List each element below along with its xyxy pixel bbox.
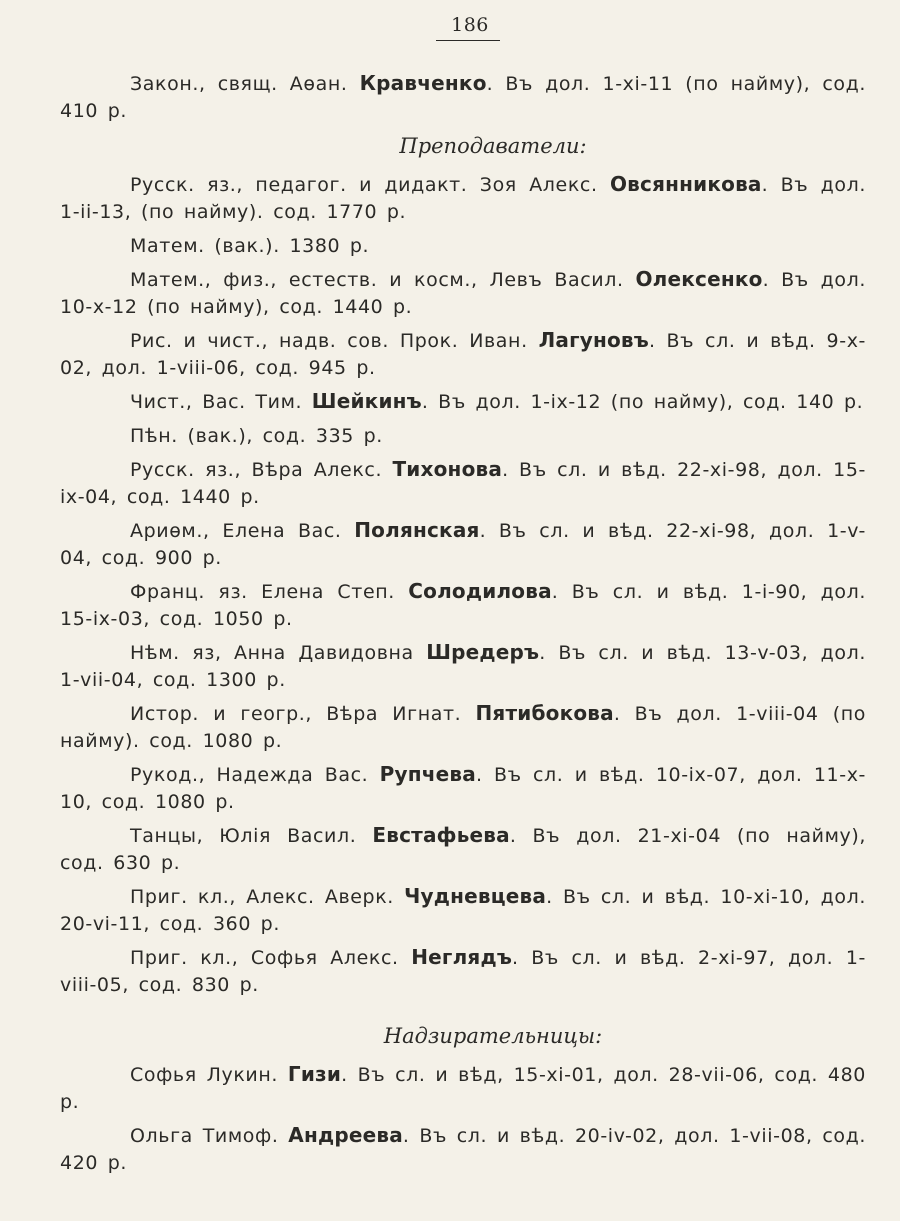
person-surname: Чудневцева xyxy=(404,884,547,908)
person-surname: Пятибокова xyxy=(475,701,614,725)
document-body xyxy=(60,70,866,1183)
staff-entry xyxy=(60,700,866,755)
entry-details: . Въ сл. и вѣд. 22-xi-98, дол. 15-ix-04, сод. 1440 р. xyxy=(60,459,866,508)
entry-details: . Въ дол. 1-xi-11 (по найму), сод. 410 р. xyxy=(60,73,866,122)
entry-details: . Въ сл. и вѣд. 22-xi-98, дол. 1-v-04, сод. 900 р. xyxy=(60,520,867,569)
staff-entry xyxy=(60,1061,866,1116)
entry-details: . Въ сл. и вѣд. 2-xi-97, дол. 1-viii-05, сод. 830 р. xyxy=(60,947,867,996)
page-number-rule xyxy=(436,40,500,41)
staff-entry xyxy=(60,1122,866,1177)
staff-entry xyxy=(60,578,866,633)
person-surname: Андреева xyxy=(288,1123,403,1147)
entry-text: Пѣн. (вак.), сод. 335 р. xyxy=(130,425,383,447)
person-surname: Шредеръ xyxy=(426,640,540,664)
staff-entry xyxy=(60,171,866,226)
person-surname: Олексенко xyxy=(635,267,763,291)
staff-entry xyxy=(60,327,866,382)
entry-text: Танцы, Юлія Васил. xyxy=(130,825,373,847)
entry-text: Нѣм. яз, Анна Давидовна xyxy=(130,642,427,664)
entry-text: Ариөм., Елена Вас. xyxy=(130,520,355,542)
person-surname: Рупчева xyxy=(379,762,476,786)
entry-text: Рукод., Надежда Вас. xyxy=(130,764,380,786)
entry-text: Русск. яз., Вѣра Алекс. xyxy=(130,459,393,481)
entry-details: . Въ дол. 1-viii-04 (по найму). сод. 1080 р. xyxy=(60,703,866,752)
staff-entry xyxy=(60,883,866,938)
entry-details: . Въ дол. 1-ii-13, (по найму). сод. 1770 р. xyxy=(60,174,866,223)
staff-entry xyxy=(60,639,866,694)
entry-text: Франц. яз. Елена Степ. xyxy=(130,581,409,603)
entry-text: Матем., физ., естеств. и косм., Левъ Васил. xyxy=(130,269,636,291)
entry-text: Софья Лукин. xyxy=(130,1064,288,1086)
staff-entry xyxy=(60,70,866,125)
entry-text: Матем. (вак.). 1380 р. xyxy=(130,235,370,257)
person-surname: Тихонова xyxy=(392,457,503,481)
person-surname: Полянская xyxy=(354,518,480,542)
entry-details: . Въ сл. и вѣд, 15-xi-01, дол. 28-vii-06, сод. 480 р. xyxy=(60,1064,866,1113)
staff-entry xyxy=(60,822,866,877)
entry-details: . Въ сл. и вѣд. 13-v-03, дол. 1-vii-04, сод. 1300 р. xyxy=(60,642,866,691)
entry-text: Приг. кл., Софья Алекс. xyxy=(130,947,412,969)
page-number: 186 xyxy=(451,14,489,36)
section-heading: Надзирательницы: xyxy=(383,1024,603,1048)
staff-entry xyxy=(60,456,866,511)
person-surname: Неглядъ xyxy=(411,945,513,969)
person-surname: Шейкинъ xyxy=(311,389,422,413)
staff-entry xyxy=(60,761,866,816)
entry-text: Чист., Вас. Тим. xyxy=(130,391,312,413)
staff-entry xyxy=(60,388,866,416)
staff-entry xyxy=(60,422,866,450)
entry-text: Истор. и геогр., Вѣра Игнат. xyxy=(130,703,476,725)
staff-entry xyxy=(60,944,866,999)
entry-details: . Въ дол. 10-x-12 (по найму), сод. 1440 р. xyxy=(60,269,866,318)
person-surname: Овсянникова xyxy=(609,172,762,196)
entry-text: Закон., свящ. Аөан. xyxy=(130,73,360,95)
entry-details: . Въ сл. и вѣд. 1-i-90, дол. 15-ix-03, сод. 1050 р. xyxy=(60,581,866,630)
staff-entry xyxy=(60,266,866,321)
person-surname: Лагуновъ xyxy=(538,328,650,352)
entry-text: Ольга Тимоф. xyxy=(130,1125,289,1147)
entry-details: . Въ сл. и вѣд. 20-iv-02, дол. 1-vii-08, сод. 420 р. xyxy=(60,1125,867,1174)
entry-details: . Въ дол. 1-ix-12 (по найму), сод. 140 р. xyxy=(421,391,864,413)
staff-entry xyxy=(60,517,866,572)
entry-details: . Въ дол. 21-xi-04 (по найму), сод. 630 р. xyxy=(60,825,866,874)
entry-text: Приг. кл., Алекс. Аверк. xyxy=(130,886,405,908)
person-surname: Гизи xyxy=(287,1062,342,1086)
entry-details: . Въ сл. и вѣд. 9-x-02, дол. 1-viii-06, сод. 945 р. xyxy=(60,330,866,379)
entry-details: . Въ сл. и вѣд. 10-xi-10, дол. 20-vi-11, сод. 360 р. xyxy=(60,886,866,935)
person-surname: Солодилова xyxy=(408,579,552,603)
staff-entry xyxy=(60,232,866,260)
person-surname: Кравченко xyxy=(359,71,487,95)
section-heading: Преподаватели: xyxy=(399,134,587,158)
entry-text: Рис. и чист., надв. сов. Прок. Иван. xyxy=(130,330,539,352)
entry-details: . Въ сл. и вѣд. 10-ix-07, дол. 11-x-10, сод. 1080 р. xyxy=(60,764,866,813)
entry-text: Русск. яз., педагог. и дидакт. Зоя Алекс. xyxy=(130,174,610,196)
person-surname: Евстафьева xyxy=(372,823,510,847)
